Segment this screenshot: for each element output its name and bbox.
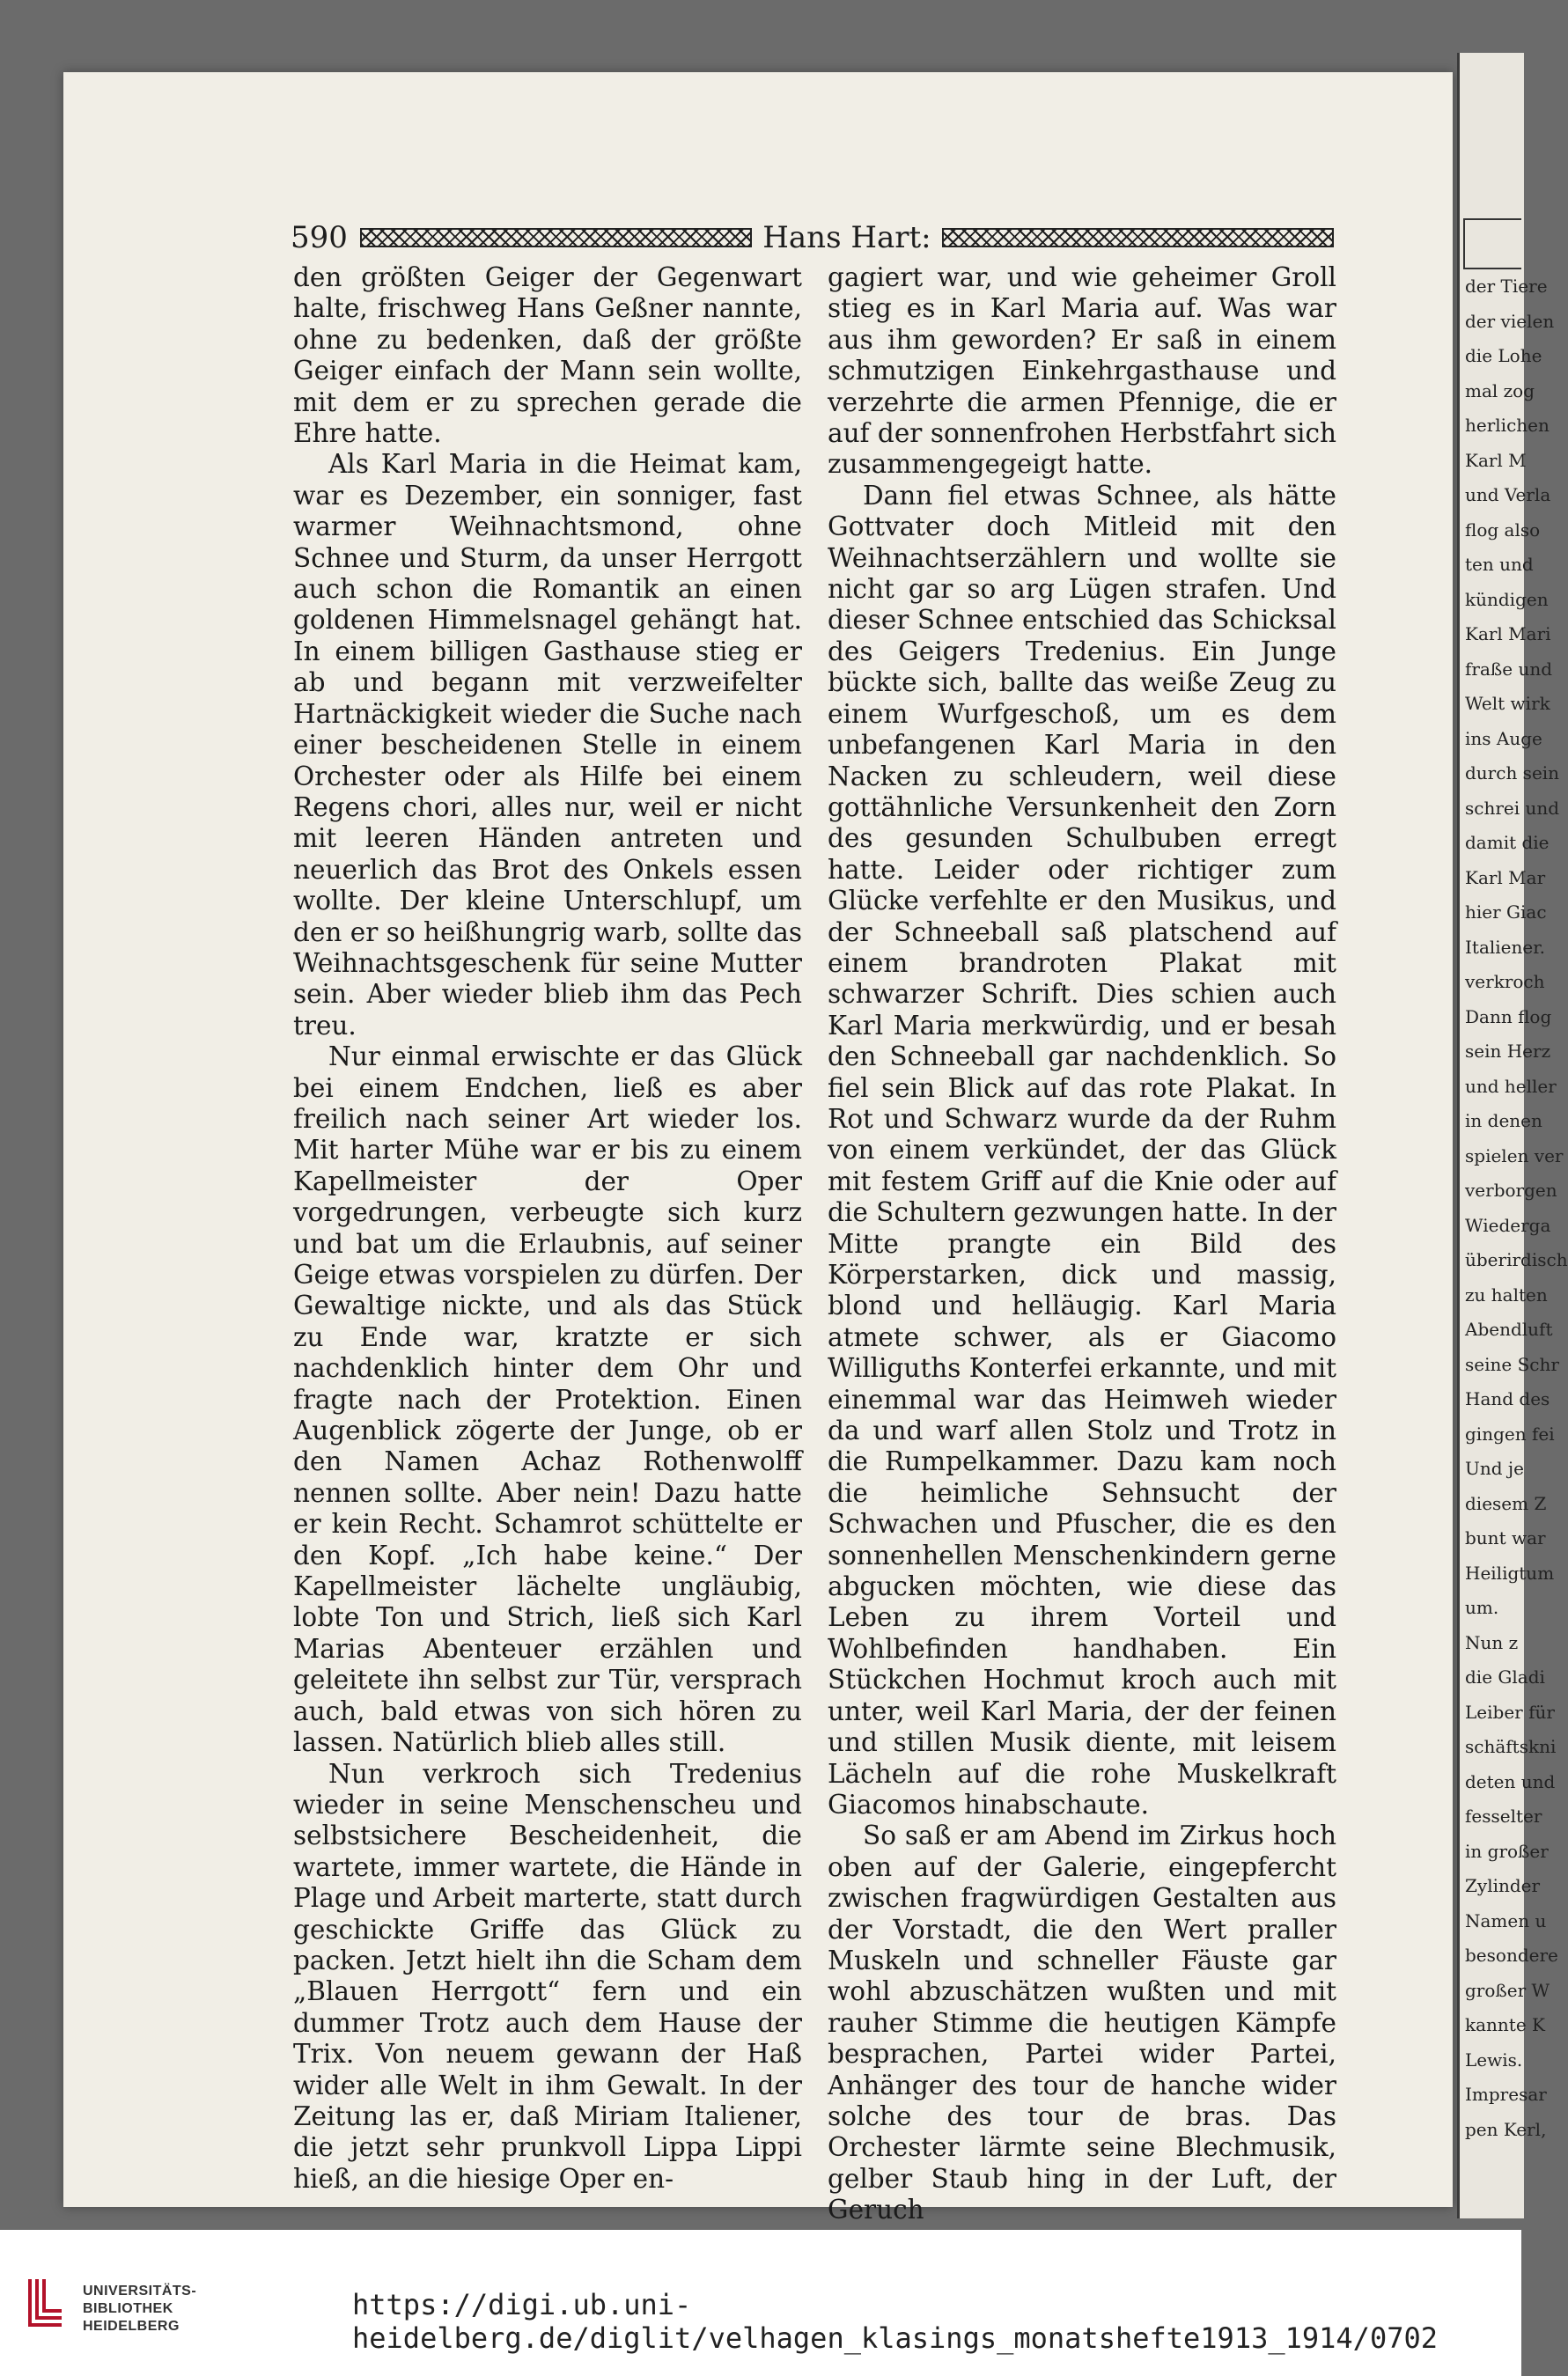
facing-page-fragment: verkroch [1465, 971, 1545, 992]
facing-page-fragment: spielen ver [1465, 1144, 1564, 1166]
paragraph: den größten Geiger der Gegenwart halte, frischweg Hans Geßner nannte, ohne zu bedenken, daß der größte Geiger einfach der Mann sein wollte, mit dem er zu sprechen gerade die Ehre hatte. [293, 262, 802, 449]
facing-page-fragment: Zylinder [1465, 1875, 1541, 1896]
facing-page-fragment: kannte K [1465, 2014, 1545, 2035]
library-name: UNIVERSITÄTS- BIBLIOTHEK HEIDELBERG [83, 2284, 197, 2334]
facing-page-fragment: um. [1465, 1597, 1499, 1618]
university-library-logo-icon [26, 2276, 65, 2328]
facing-page-fragment: schrei und [1465, 797, 1560, 819]
facing-page-fragment: Nun z [1465, 1631, 1519, 1653]
facing-page-fragment: seine Schr [1465, 1353, 1559, 1375]
facing-page-fragment: der Tiere [1465, 276, 1548, 297]
facing-page-fragment: hier Giac [1465, 901, 1547, 923]
facing-page-fragment: Heiligtum [1465, 1562, 1555, 1584]
facing-page-fragment: Namen u [1465, 1909, 1547, 1931]
paragraph: Nur einmal erwischte er das Glück bei einem Endchen, ließ es aber freilich nach seiner Art wieder los. Mit harter Mühe war er bis zu einem Kapellmeister der Oper vorgedrungen, verbeugte sich kurz und bat um die Erlaubnis, auf seiner Geige etwas vorspielen zu dürfen. Der Gewaltige nickte, und als das Stück zu Ende war, kratzte er sich nachdenklich hinter dem Ohr und fragte nach der Protektion. Einen Augenblick zögerte der Junge, ob er den Namen Achaz Rothenwolff nennen sollte. Aber nein! Dazu hatte er kein Recht. Schamrot schüttelte er den Kopf. „Ich habe keine.“ Der Kapellmeister lächelte ungläubig, lobte Ton und Strich, ließ sich Karl Marias Abenteuer erzählen und geleitete ihn selbst zur Tür, versprach auch, bald etwas von sich hören zu lassen. Natürlich blieb alles still. [293, 1041, 802, 1758]
facing-page-fragment: pen Kerl, [1465, 2118, 1547, 2140]
paragraph: Dann fiel etwas Schnee, als hätte Gottvater doch Mitleid mit den Weihnachtserzählern und wollte sie nicht gar so arg Lügen strafen. Und dieser Schnee entschied das Schicksal des Geigers Tredenius. Ein Junge bückte sich, ballte das weiße Zeug zu einem Wurfgeschoß, um es dem unbefangenen Karl Maria in den Nacken zu schleudern, weil diese gottähnliche Versunkenheit den Zorn des gesunden Schulbuben erregt hatte. Leider oder richtiger zum Glücke verfehlte er den Musikus, und der Schneeball saß platschend auf einem brandroten Plakat mit schwarzer Schrift. Dies schien auch Karl Maria merkwürdig, und er besah den Schneeball gar nachdenklich. So fiel sein Blick auf das rote Plakat. In Rot und Schwarz wurde da der Ruhm von einem verkündet, der das Glück mit festem Griff auf die Knie oder auf die Schultern gezwungen hatte. In der Mitte prangte ein Bild des Körperstarken, dick und massig, blond und helläugig. Karl Maria atmete schwer, als er Giacomo Williguths Konterfei erkannte, und mit einemmal war das Heimweh wieder da und warf allen Stolz und Trotz in die Rumpelkammer. Dazu kam noch die heimliche Sehnsucht der Schwachen und Pfuscher, die es den sonnenhellen Menschenkindern gerne abgucken möchten, wie diese das Leben zu ihrem Vorteil und Wohlbefinden handhaben. Ein Stückchen Hochmut kroch auch mit unter, weil Karl Maria, der der feinen und stillen Musik diente, mit leisem Lächeln auf die rohe Muskelkraft Giacomos hinabschaute. [828, 480, 1337, 1820]
facing-page-fragment: fesselter [1465, 1806, 1542, 1827]
facing-page-fragment: besondere [1465, 1945, 1558, 1966]
facing-page-fragment: sein Herz [1465, 1041, 1551, 1062]
facing-page-fragment: Abendluft [1465, 1319, 1553, 1340]
facing-page-header-ornament [1463, 218, 1521, 269]
facing-page-fragment: damit die [1465, 832, 1550, 853]
facing-page-fragment: Wiederga [1465, 1214, 1551, 1236]
facing-page-fragment: überirdisch [1465, 1249, 1568, 1270]
facing-page-fragment: diesem Z [1465, 1492, 1547, 1514]
facing-page-fragment: flog also [1465, 519, 1541, 541]
facing-page-fragment: zu halten [1465, 1284, 1548, 1306]
facing-page-fragment: Karl Mar [1465, 866, 1546, 888]
facing-page-fragment: Hand des [1465, 1388, 1550, 1409]
facing-page-fragment: und Verla [1465, 484, 1551, 505]
facing-page-fragment: ins Auge [1465, 727, 1542, 749]
facing-page-edge [1457, 53, 1568, 2218]
facing-page-fragment: und heller [1465, 1075, 1557, 1097]
facing-page-fragment: Karl M [1465, 449, 1527, 471]
running-title: Hans Hart: [762, 220, 931, 255]
facing-page-fragment: verborgen [1465, 1180, 1557, 1201]
facing-page-fragment: in großer [1465, 1840, 1549, 1862]
paragraph: gagiert war, und wie geheimer Groll stieg es in Karl Maria auf. Was war aus ihm geworden? Er saß in einem schmutzigen Einkehrgasthause und verzehrte die armen Pfennige, die er auf der sonnenfrohen Herbstfahrt sich zusammengegeigt hatte. [828, 262, 1336, 480]
running-header [291, 220, 1334, 255]
facing-page-fragment: deten und [1465, 1770, 1556, 1792]
facing-page-fragment: der vielen [1465, 310, 1555, 332]
facing-page-fragment: fraße und [1465, 658, 1553, 680]
facing-page-fragment: Und je [1465, 1458, 1524, 1479]
paragraph: Als Karl Maria in die Heimat kam, war es Dezember, ein sonniger, fast warmer Weihnachtsmond, ohne Schnee und Sturm, da unser Herrgott auch schon die Romantik an einen goldenen Himmelsnagel gehängt hat. In einem billigen Gasthause stieg er ab und begann mit verzweifelter Hartnäckigkeit wieder die Suche nach einer bescheidenen Stelle in einem Orchester oder als Hilfe bei einem Regens chori, alles nur, weil er nicht mit leeren Händen antreten und neuerlich das Brot des Onkels essen wollte. Der kleine Unterschlupf, um den er so heißhungrig warb, sollte das Weihnachtsgeschenk für seine Mutter sein. Aber wieder blieb ihm das Pech treu. [293, 449, 802, 1041]
facing-page-fragment: die Gladi [1465, 1666, 1545, 1688]
paragraph: So saß er am Abend im Zirkus hoch oben auf der Galerie, eingepfercht zwischen fragwürdigen Gestalten aus der Vorstadt, die den Wert praller Muskeln und schneller Fäuste gar wohl abzuschätzen wußten und mit rauher Stimme die heutigen Kämpfe besprachen, Partei wider Partei, Anhänger des tour de hanche wider solche des tour de bras. Das Orchester lärmte seine Blechmusik, gelber Staub hing in der Luft, der Geruch [828, 1821, 1336, 2225]
paragraph: Nun verkroch sich Tredenius wieder in seine Menschenscheu und selbstsichere Bescheidenheit, die wartete, immer wartete, die Hände in Plage und Arbeit marterte, statt durch geschickte Griffe das Glück zu packen. Jetzt hielt ihn die Scham dem „Blauen Herrgott“ fern und ein dummer Trotz auch dem Hause der Trix. Von neuem gewann der Haß wider alle Welt in ihm Gewalt. In der Zeitung las er, daß Miriam Italiener, die jetzt sehr prunkvoll Lippa Lippi hieß, an die hiesige Oper en- [293, 1758, 802, 2194]
facing-page-fragment: Italiener. [1465, 936, 1545, 958]
facing-page-fragment: Impresar [1465, 2084, 1547, 2105]
facing-page-fragment: in denen [1465, 1110, 1542, 1131]
facing-page-fragment: bunt war [1465, 1527, 1546, 1548]
permalink-url[interactable]: https://digi.ub.uni-heidelberg.de/diglit/velhagen_klasings_monatshefte1913_1914/0702 [352, 2288, 1438, 2355]
facing-page-fragment: Welt wirk [1465, 693, 1550, 714]
header-ornament-right [942, 228, 1334, 247]
facing-page-fragment: Lewis. [1465, 2049, 1523, 2071]
facing-page-fragment: Dann flog [1465, 1005, 1552, 1027]
facing-page-fragment: gingen fei [1465, 1423, 1555, 1445]
facing-page-fragment: schäftskni [1465, 1736, 1557, 1757]
facing-page-fragment: großer W [1465, 1979, 1550, 2001]
header-ornament-left [360, 228, 752, 247]
right-text-column [828, 262, 1336, 2226]
page-number: 590 [291, 220, 348, 255]
viewer-footer [0, 2230, 1521, 2376]
facing-page-fragment: ten und [1465, 554, 1534, 575]
facing-page-fragment: durch sein [1465, 762, 1560, 783]
facing-page-fragment: Leiber für [1465, 1701, 1555, 1723]
facing-page-fragment: herlichen [1465, 415, 1550, 436]
facing-page-fragment: mal zog [1465, 379, 1535, 401]
facing-page-fragment: kündigen [1465, 588, 1549, 610]
facing-page-fragment: die Lohe [1465, 345, 1542, 366]
facing-page-fragment: Karl Mari [1465, 623, 1551, 644]
left-text-column [293, 262, 802, 2195]
